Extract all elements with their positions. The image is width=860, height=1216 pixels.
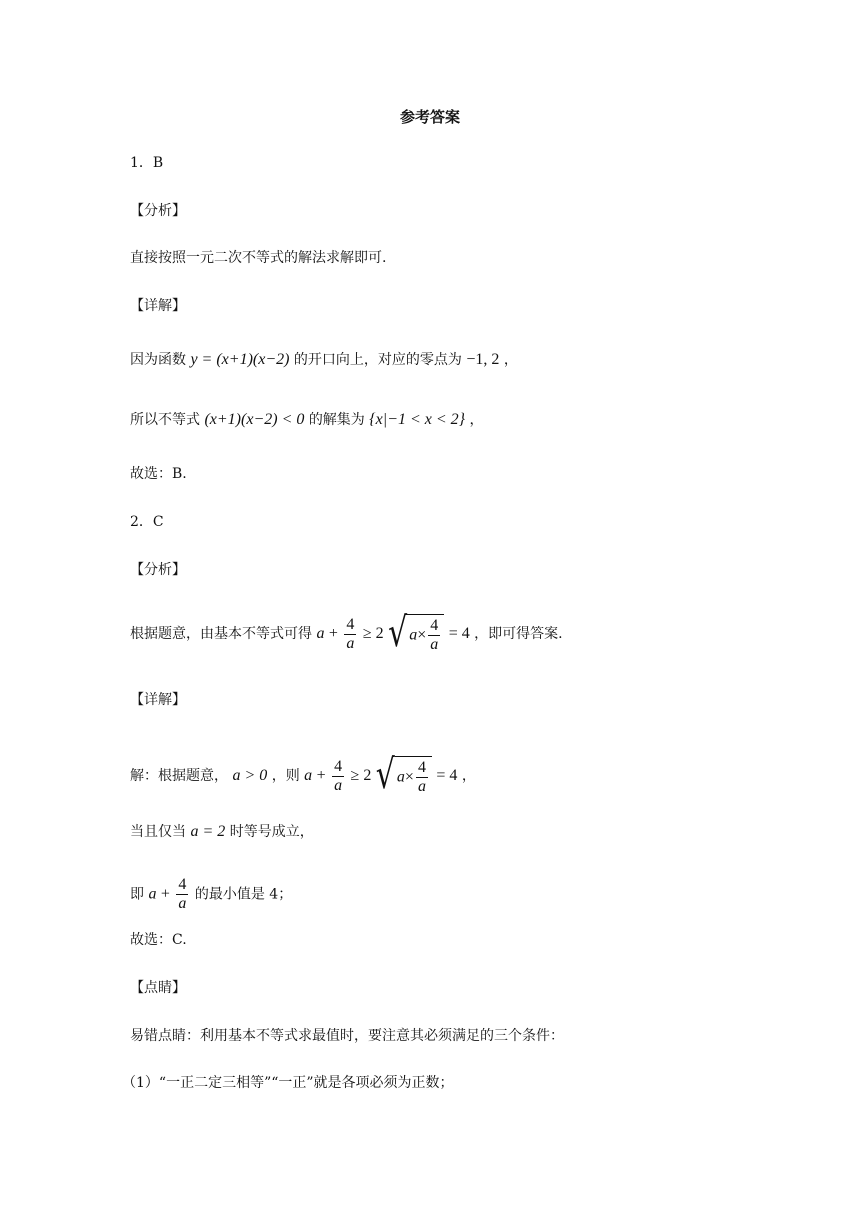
var-a: a (396, 768, 405, 786)
equals-4: = 4 (436, 767, 458, 784)
fraction-denominator: a (430, 636, 439, 653)
q1-detail-line2 (130, 410, 484, 430)
page-title: 参考答案 (399, 108, 460, 126)
q1-line2-mid: 的解集为 (308, 412, 365, 428)
fraction-denominator: a (417, 778, 426, 795)
square-root: √ a× $\frac{4}{a}$ (388, 614, 444, 654)
times-sign: × (404, 768, 414, 786)
q2-equality-math: a = 2 (190, 823, 226, 840)
q2-equality-suffix: 时等号成立， (229, 824, 314, 840)
q2-min-line (130, 876, 292, 913)
q2-min-prefix: 即 (130, 886, 144, 903)
plus-sign: + (160, 885, 170, 903)
fraction-numerator: 4 (430, 617, 439, 634)
fraction-numerator: 4 (178, 876, 187, 893)
q2-equality-line (130, 822, 314, 842)
q2-detail-heading: 【详解】 (130, 692, 186, 708)
fraction-4-over-a (428, 617, 440, 654)
square-root: √ a× $\frac{4}{a}$ (376, 756, 432, 796)
q2-choice: 故选：C. (130, 932, 187, 948)
q1-analysis-heading: 【分析】 (130, 203, 186, 219)
fraction-4-over-a (332, 758, 344, 795)
q1-line2-end: ， (469, 412, 484, 428)
q1-number: 1．B (130, 155, 164, 171)
fraction-4-over-a (416, 759, 428, 796)
fraction-numerator: 4 (417, 759, 426, 776)
equals-4: = 4 (448, 625, 470, 642)
q2-number: 2．C (130, 514, 164, 530)
q2-sol-then: ，则 (271, 768, 300, 784)
q2-sol-prefix: 解：根据题意， (130, 768, 228, 784)
plus-sign: + (316, 767, 326, 784)
q1-analysis-text: 直接按照一元二次不等式的解法求解即可. (130, 250, 387, 266)
var-a: a (409, 626, 418, 644)
times-sign: × (417, 626, 427, 644)
q1-line1-prefix: 因为函数 (130, 352, 186, 368)
q2-analysis-heading: 【分析】 (130, 562, 186, 578)
q2-analysis-suffix: ，即可得答案. (474, 626, 563, 642)
q1-line1-end: ， (503, 352, 518, 368)
fraction-denominator: a (178, 895, 187, 912)
q1-solution-set: {x|−1 < x < 2} (369, 411, 466, 428)
q1-function-expression: y = (x+1)(x−2) (190, 351, 290, 368)
q2-tip-heading: 【点睛】 (130, 980, 186, 996)
fraction-numerator: 4 (334, 757, 343, 775)
fraction-denominator: a (334, 776, 343, 794)
q2-solution-line (130, 751, 476, 799)
var-a: a (316, 625, 325, 642)
var-a: a (304, 767, 313, 784)
q1-choice: 故选：B. (130, 466, 187, 482)
q1-inequality: (x+1)(x−2) < 0 (204, 411, 305, 428)
fraction-numerator: 4 (346, 615, 355, 633)
plus-sign: + (328, 625, 338, 642)
q2-tip-item1: （1）“一正二定三相等”“一正”就是各项必须为正数； (122, 1075, 454, 1091)
q2-min-suffix: 的最小值是 4； (194, 886, 293, 903)
geq-2: ≥ 2 (350, 767, 372, 784)
q1-zeros: −1, 2 (466, 351, 500, 368)
q2-tip-text: 易错点睛：利用基本不等式求最值时，要注意其必须满足的三个条件： (130, 1028, 564, 1044)
q1-detail-line1 (130, 350, 518, 370)
q2-equality-prefix: 当且仅当 (130, 824, 186, 840)
var-a: a (148, 885, 157, 903)
fraction-4-over-a (176, 876, 188, 913)
q2-analysis-prefix: 根据题意，由基本不等式可得 (130, 626, 312, 642)
q2-condition: a > 0 (232, 767, 268, 784)
q2-sol-end: ， (461, 768, 476, 784)
q1-line2-prefix: 所以不等式 (130, 412, 200, 428)
q1-line1-mid: 的开口向上，对应的零点为 (293, 352, 462, 368)
fraction-4-over-a (344, 616, 356, 653)
geq-2: ≥ 2 (362, 625, 384, 642)
q2-analysis-line (130, 609, 563, 657)
fraction-denominator: a (346, 634, 355, 652)
q1-detail-heading: 【详解】 (130, 298, 186, 314)
